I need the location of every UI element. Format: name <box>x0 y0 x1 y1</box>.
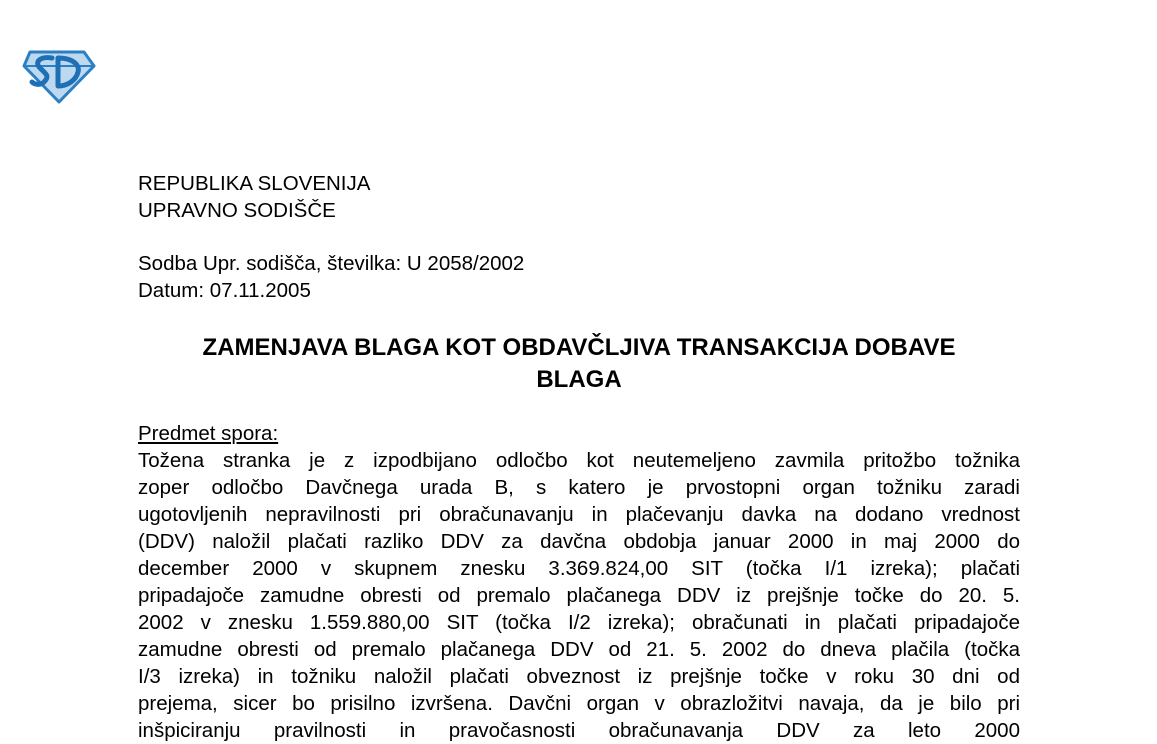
paragraph-line: I/3 izreka) in tožniku naložil plačati obveznost iz prejšnje točke v roku 30 dni od <box>138 665 1020 688</box>
sd-diamond-logo-icon <box>22 48 96 104</box>
republic-name: REPUBLIKA SLOVENIJA <box>138 172 371 195</box>
paragraph-line: zoper odločbo Davčnega urada B, s katero je prvostopni organ tožniku zaradi <box>138 476 1020 499</box>
subject-heading: Predmet spora: <box>138 422 279 445</box>
title-line-2: BLAGA <box>536 366 622 393</box>
paragraph-line: 2002 v znesku 1.559.880,00 SIT (točka I/2 izreka); obračunati in plačati pripadajoče <box>138 611 1020 634</box>
title-line-1: ZAMENJAVA BLAGA KOT OBDAVČLJIVA TRANSAKCIJA DOBAVE <box>202 334 956 361</box>
court-header <box>138 170 1020 224</box>
court-name: UPRAVNO SODIŠČE <box>138 199 336 222</box>
judgment-meta <box>138 250 1020 304</box>
paragraph-line: pripadajoče zamudne obresti od premalo plačanega DDV iz prejšnje točke do 20. 5. <box>138 584 1020 607</box>
judgment-number: Sodba Upr. sodišča, številka: U 2058/2002 <box>138 252 525 275</box>
judgment-date: Datum: 07.11.2005 <box>138 279 311 302</box>
document-title <box>138 332 1020 396</box>
paragraph-line: (DDV) naložil plačati razliko DDV za davčna obdobja januar 2000 in maj 2000 do <box>138 530 1020 553</box>
paragraph-line: prejema, sicer bo prisilno izvršena. Davčni organ v obrazložitvi navaja, da je bilo pri <box>138 692 1020 715</box>
paragraph-line: zamudne obresti od premalo plačanega DDV od 21. 5. 2002 do dneva plačila (točka <box>138 638 1020 661</box>
paragraph-line: inšpiciranju pravilnosti in pravočasnosti obračunavanja DDV za leto 2000 <box>138 719 1020 742</box>
paragraph-line: december 2000 v skupnem znesku 3.369.824,00 SIT (točka I/1 izreka); plačati <box>138 557 1020 580</box>
paragraph-line: ugotovljenih nepravilnosti pri obračunavanju in plačevanju davka na dodano vrednost <box>138 503 1020 526</box>
paragraph-line: Tožena stranka je z izpodbijano odločbo kot neutemeljeno zavmila pritožbo tožnika <box>138 449 1020 472</box>
subject-section <box>138 420 1020 744</box>
